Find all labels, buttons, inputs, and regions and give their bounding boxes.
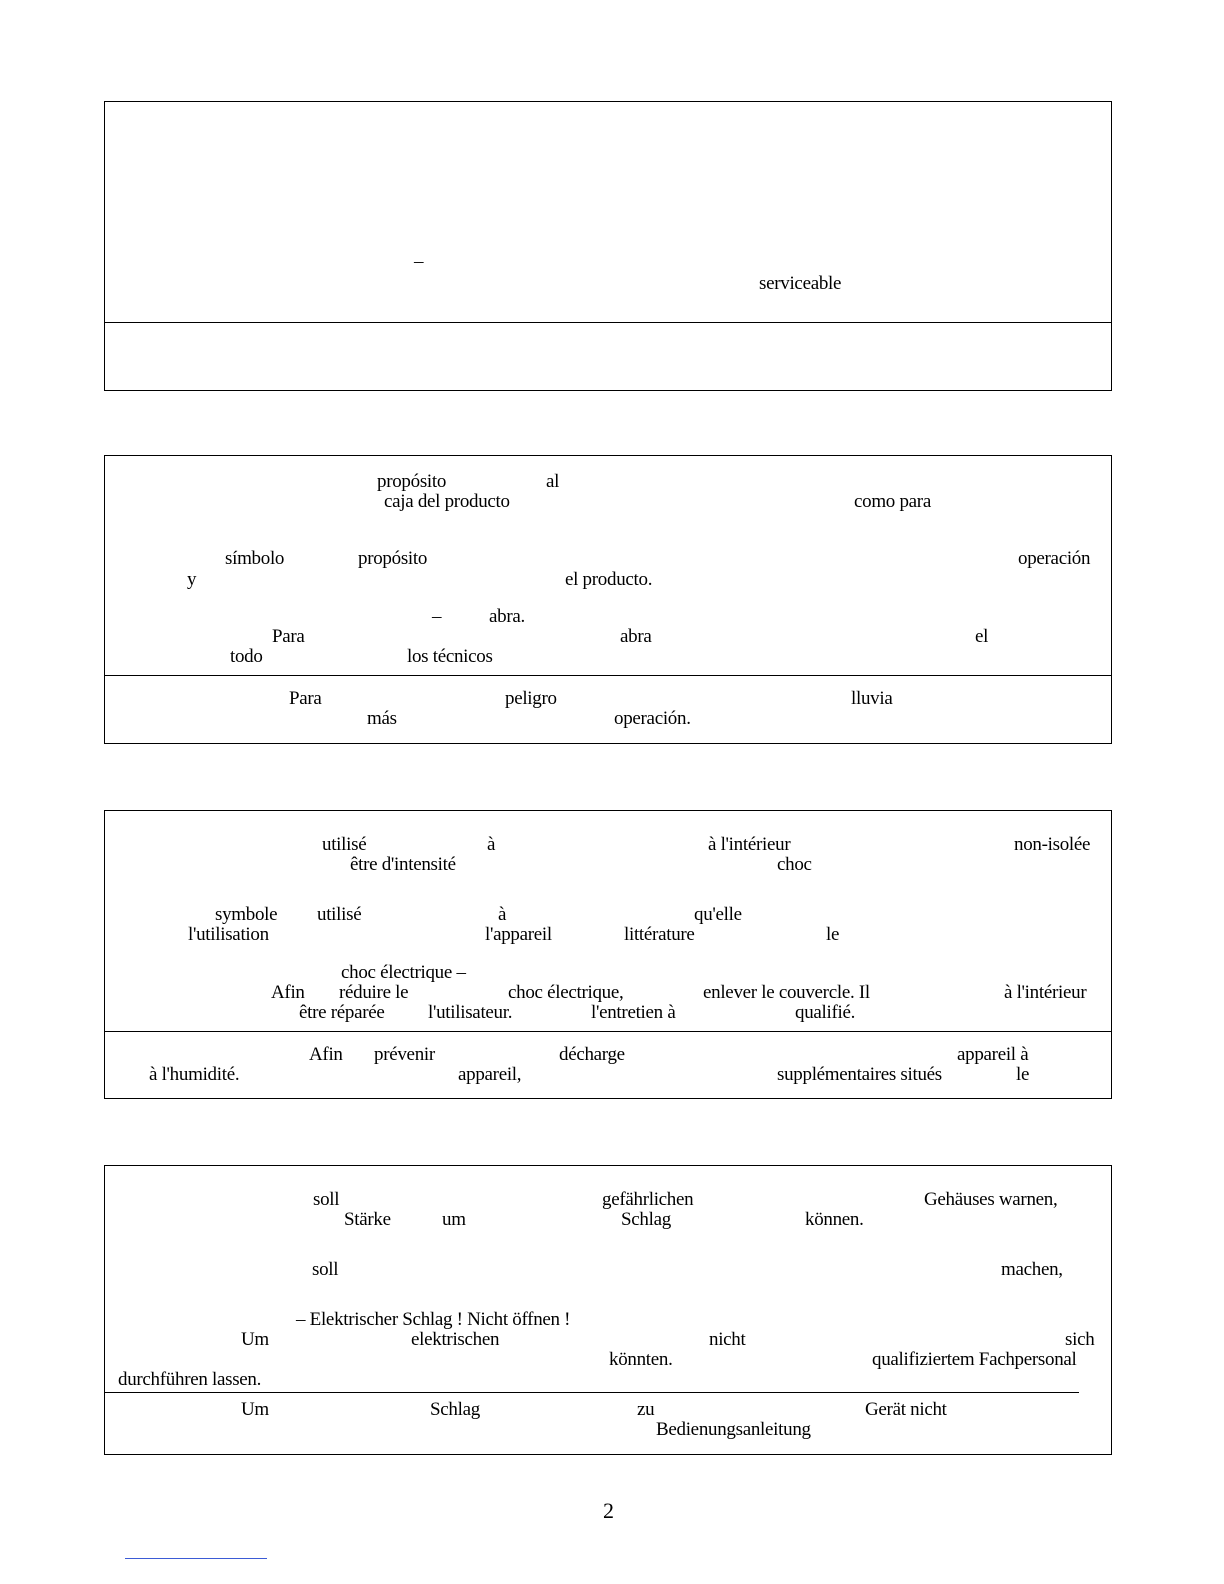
spanish-word: – — [432, 606, 442, 627]
spanish-word: operación — [1018, 548, 1091, 569]
german-word: sich — [1065, 1329, 1095, 1350]
spanish-word: propósito — [377, 471, 447, 492]
spanish-word: propósito — [358, 548, 428, 569]
spanish-word: abra — [620, 626, 652, 647]
french-word: le — [1016, 1064, 1030, 1085]
french-word: être d'intensité — [350, 854, 456, 875]
german-word: Bedienungsanleitung — [656, 1419, 811, 1440]
german-warning-box — [104, 1165, 1112, 1455]
french-word: utilisé — [317, 904, 362, 925]
french-word: appareil, — [458, 1064, 522, 1085]
spanish-word: y — [187, 569, 197, 590]
spanish-word: operación. — [614, 708, 691, 729]
spanish-warning-box — [104, 455, 1112, 744]
german-word: zu — [637, 1399, 655, 1420]
french-word: à l'intérieur — [708, 834, 791, 855]
german-divider — [105, 1392, 1079, 1393]
french-word: prévenir — [374, 1044, 435, 1065]
french-word: choc électrique – — [341, 962, 466, 983]
french-word: à — [487, 834, 496, 855]
french-word: qu'elle — [694, 904, 742, 925]
page-number: 2 — [603, 1498, 614, 1523]
german-word: können. — [805, 1209, 864, 1230]
spanish-word: caja del producto — [384, 491, 510, 512]
french-word: à — [498, 904, 507, 925]
french-warning-box — [104, 810, 1112, 1099]
french-word: l'utilisateur. — [428, 1002, 513, 1023]
german-word: soll — [313, 1189, 340, 1210]
german-word: nicht — [709, 1329, 746, 1350]
spanish-word: peligro — [505, 688, 557, 709]
french-word: choc — [777, 854, 812, 875]
german-word: Schlag — [430, 1399, 480, 1420]
german-word: elektrischen — [411, 1329, 500, 1350]
french-word: supplémentaires situés — [777, 1064, 942, 1085]
german-word: qualifiziertem Fachpersonal — [872, 1349, 1077, 1370]
spanish-word: todo — [230, 646, 263, 667]
spanish-word: los técnicos — [407, 646, 493, 667]
french-word: le — [826, 924, 840, 945]
french-word: littérature — [624, 924, 695, 945]
french-word: l'appareil — [485, 924, 552, 945]
french-word: Afin — [271, 982, 305, 1003]
german-word: Gehäuses warnen, — [924, 1189, 1058, 1210]
german-word: um — [442, 1209, 466, 1230]
spanish-word: al — [546, 471, 560, 492]
spanish-word: Para — [272, 626, 305, 647]
french-word: non-isolée — [1014, 834, 1091, 855]
spanish-word: símbolo — [225, 548, 285, 569]
german-word: Um — [241, 1329, 269, 1350]
french-word: appareil à — [957, 1044, 1029, 1065]
french-word: être réparée — [299, 1002, 385, 1023]
french-word: utilisé — [322, 834, 367, 855]
spanish-word: como para — [854, 491, 931, 512]
french-divider — [105, 1031, 1111, 1032]
german-word: – Elektrischer Schlag ! Nicht öffnen ! — [296, 1309, 571, 1330]
german-word: soll — [312, 1259, 339, 1280]
english-divider — [105, 322, 1111, 323]
french-word: à l'humidité. — [149, 1064, 240, 1085]
french-word: l'entretien à — [591, 1002, 676, 1023]
spanish-word: lluvia — [851, 688, 893, 709]
german-word: könnten. — [609, 1349, 673, 1370]
english-dash: – — [414, 251, 424, 272]
german-word: Schlag — [621, 1209, 671, 1230]
french-word: qualifié. — [795, 1002, 856, 1023]
german-word: Stärke — [344, 1209, 391, 1230]
german-word: durchführen lassen. — [118, 1369, 262, 1390]
english-serviceable: serviceable — [759, 273, 842, 294]
french-word: enlever le couvercle. Il — [703, 982, 870, 1003]
french-word: symbole — [215, 904, 278, 925]
spanish-word: más — [367, 708, 397, 729]
footnote-rule — [125, 1558, 267, 1559]
spanish-word: el producto. — [565, 569, 653, 590]
spanish-divider — [105, 675, 1111, 676]
french-word: choc électrique, — [508, 982, 624, 1003]
spanish-word: abra. — [489, 606, 525, 627]
french-word: réduire le — [339, 982, 409, 1003]
spanish-word: el — [975, 626, 989, 647]
spanish-word: Para — [289, 688, 322, 709]
french-word: à l'intérieur — [1004, 982, 1087, 1003]
german-word: gefährlichen — [602, 1189, 694, 1210]
german-word: Um — [241, 1399, 269, 1420]
french-word: décharge — [559, 1044, 625, 1065]
german-word: machen, — [1001, 1259, 1063, 1280]
french-word: l'utilisation — [188, 924, 269, 945]
french-word: Afin — [309, 1044, 343, 1065]
english-warning-box — [104, 101, 1112, 391]
german-word: Gerät nicht — [865, 1399, 947, 1420]
